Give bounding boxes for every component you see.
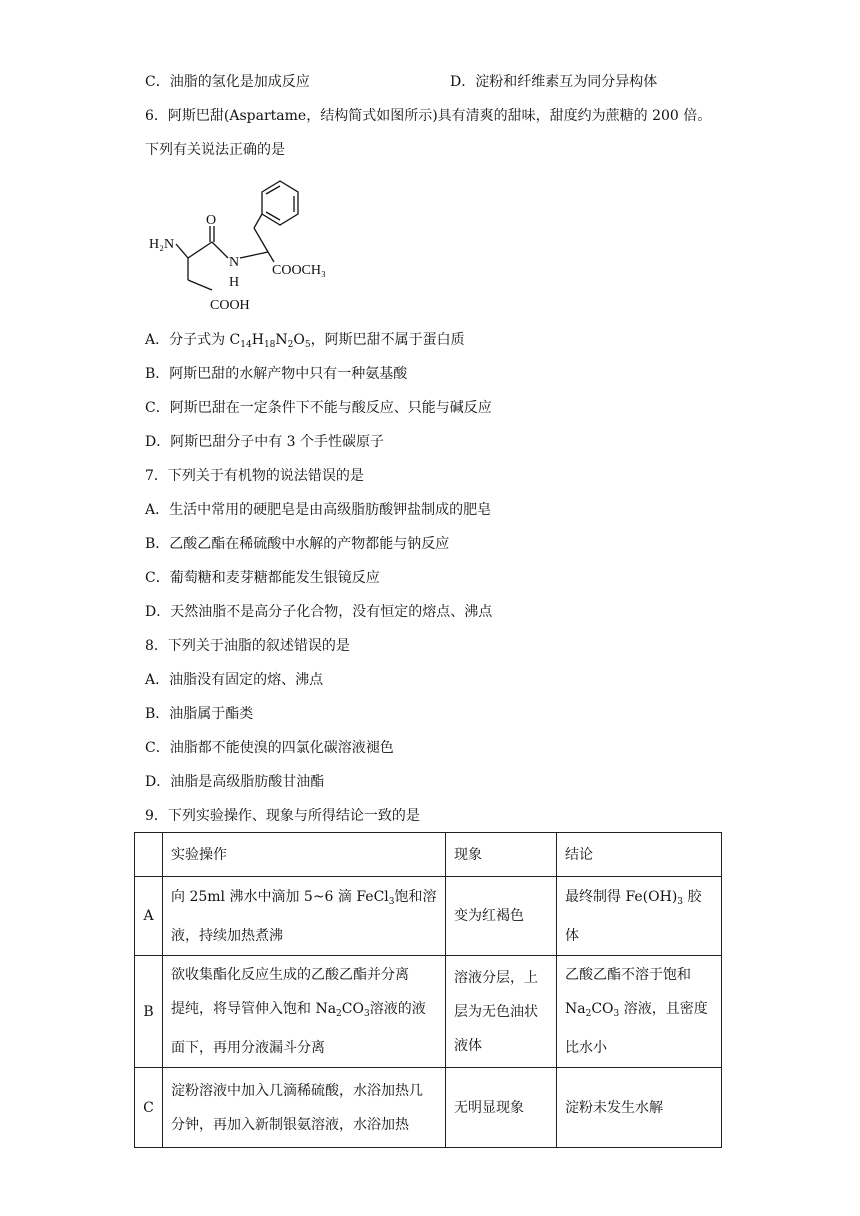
structure-cooh-label: COOH [210,298,250,313]
structure-o-label: O [206,213,217,228]
benzene-ring [262,181,298,225]
q7-option-c: C．葡萄糖和麦芽糖都能发生银镜反应 [145,570,380,586]
table-header-row [135,833,722,877]
q7-stem: 7．下列关于有机物的说法错误的是 [145,468,364,484]
structure-h-label: H [229,275,240,290]
operation-cell: 淀粉溶液中加入几滴稀硫酸，水浴加热几 分钟，再加入新制银氨溶液，水浴加热 [163,1068,446,1148]
conclusion-cell: 乙酸乙酯不溶于饱和 $Na_2CO_3$ 溶液，且密度 比水小 [557,956,722,1068]
operation-cell: 向 25ml 沸水中滴加 5~6 滴 FeCl$_3$饱和溶 液，持续加热煮沸 [163,877,446,956]
q5-option-c: C．油脂的氢化是加成反应 [145,74,310,90]
q6-option-b: B．阿斯巴甜的水解产物中只有一种氨基酸 [145,366,408,382]
structure-n-label: N [229,255,240,270]
row-label: A [135,877,163,956]
q9-stem: 9．下列实验操作、现象与所得结论一致的是 [145,808,420,824]
structure-h2n-label: H₂N [149,237,175,252]
q6-option-d: D．阿斯巴甜分子中有 3 个手性碳原子 [145,434,385,450]
phenomenon-cell: 无明显现象 [446,1068,557,1148]
conclusion-cell: 最终制得 $Fe(OH)_3$ 胶 体 [557,877,722,956]
molecule-bonds [176,214,274,290]
header-cell: 实验操作 [163,833,446,877]
q8-option-a: A．油脂没有固定的熔、沸点 [145,672,324,688]
q5-option-d: D．淀粉和纤维素互为同分异构体 [450,74,658,90]
header-cell: 现象 [446,833,557,877]
q6-option-c: C．阿斯巴甜在一定条件下不能与酸反应、只能与碱反应 [145,400,492,416]
q8-option-d: D．油脂是高级脂肪酸甘油酯 [145,774,325,790]
q7-option-d: D．天然油脂不是高分子化合物，没有恒定的熔点、沸点 [145,604,493,620]
aspartame-structure-diagram [140,172,360,322]
row-label: C [135,1068,163,1148]
operation-cell: 欲收集酯化反应生成的乙酸乙酯并分离 提纯，将导管伸入饱和 $Na_2CO_3$溶液的液 面下，再用分液漏斗分离 [163,956,446,1068]
q8-option-b: B．油脂属于酯类 [145,706,254,722]
header-cell [135,833,163,877]
phenomenon-cell: 溶液分层，上 层为无色油状 液体 [446,956,557,1068]
phenomenon-cell: 变为红褐色 [446,877,557,956]
table-row [135,877,722,956]
q7-option-b: B．乙酸乙酯在稀硫酸中水解的产物都能与钠反应 [145,536,450,552]
table-row [135,956,722,1068]
q8-stem: 8．下列关于油脂的叙述错误的是 [145,638,350,654]
header-cell: 结论 [557,833,722,877]
q8-option-c: C．油脂都不能使溴的四氯化碳溶液褪色 [145,740,394,756]
q9-experiment-table [134,832,722,1148]
q7-option-a: A．生活中常用的硬肥皂是由高级脂肪酸钾盐制成的肥皂 [145,502,492,518]
conclusion-cell: 淀粉未发生水解 [557,1068,722,1148]
q6-stem-line2: 下列有关说法正确的是 [145,142,285,158]
q6-stem-line1: 6．阿斯巴甜(Aspartame，结构简式如图所示)具有清爽的甜味，甜度约为蔗糖的 200 倍。 [145,108,712,124]
q6-option-a: A．分子式为 $C_{14}H_{18}N_2O_5$，阿斯巴甜不属于蛋白质 [145,332,465,350]
table-row [135,1068,722,1148]
structure-cooch3-label: COOCH₃ [272,263,326,278]
row-label: B [135,956,163,1068]
